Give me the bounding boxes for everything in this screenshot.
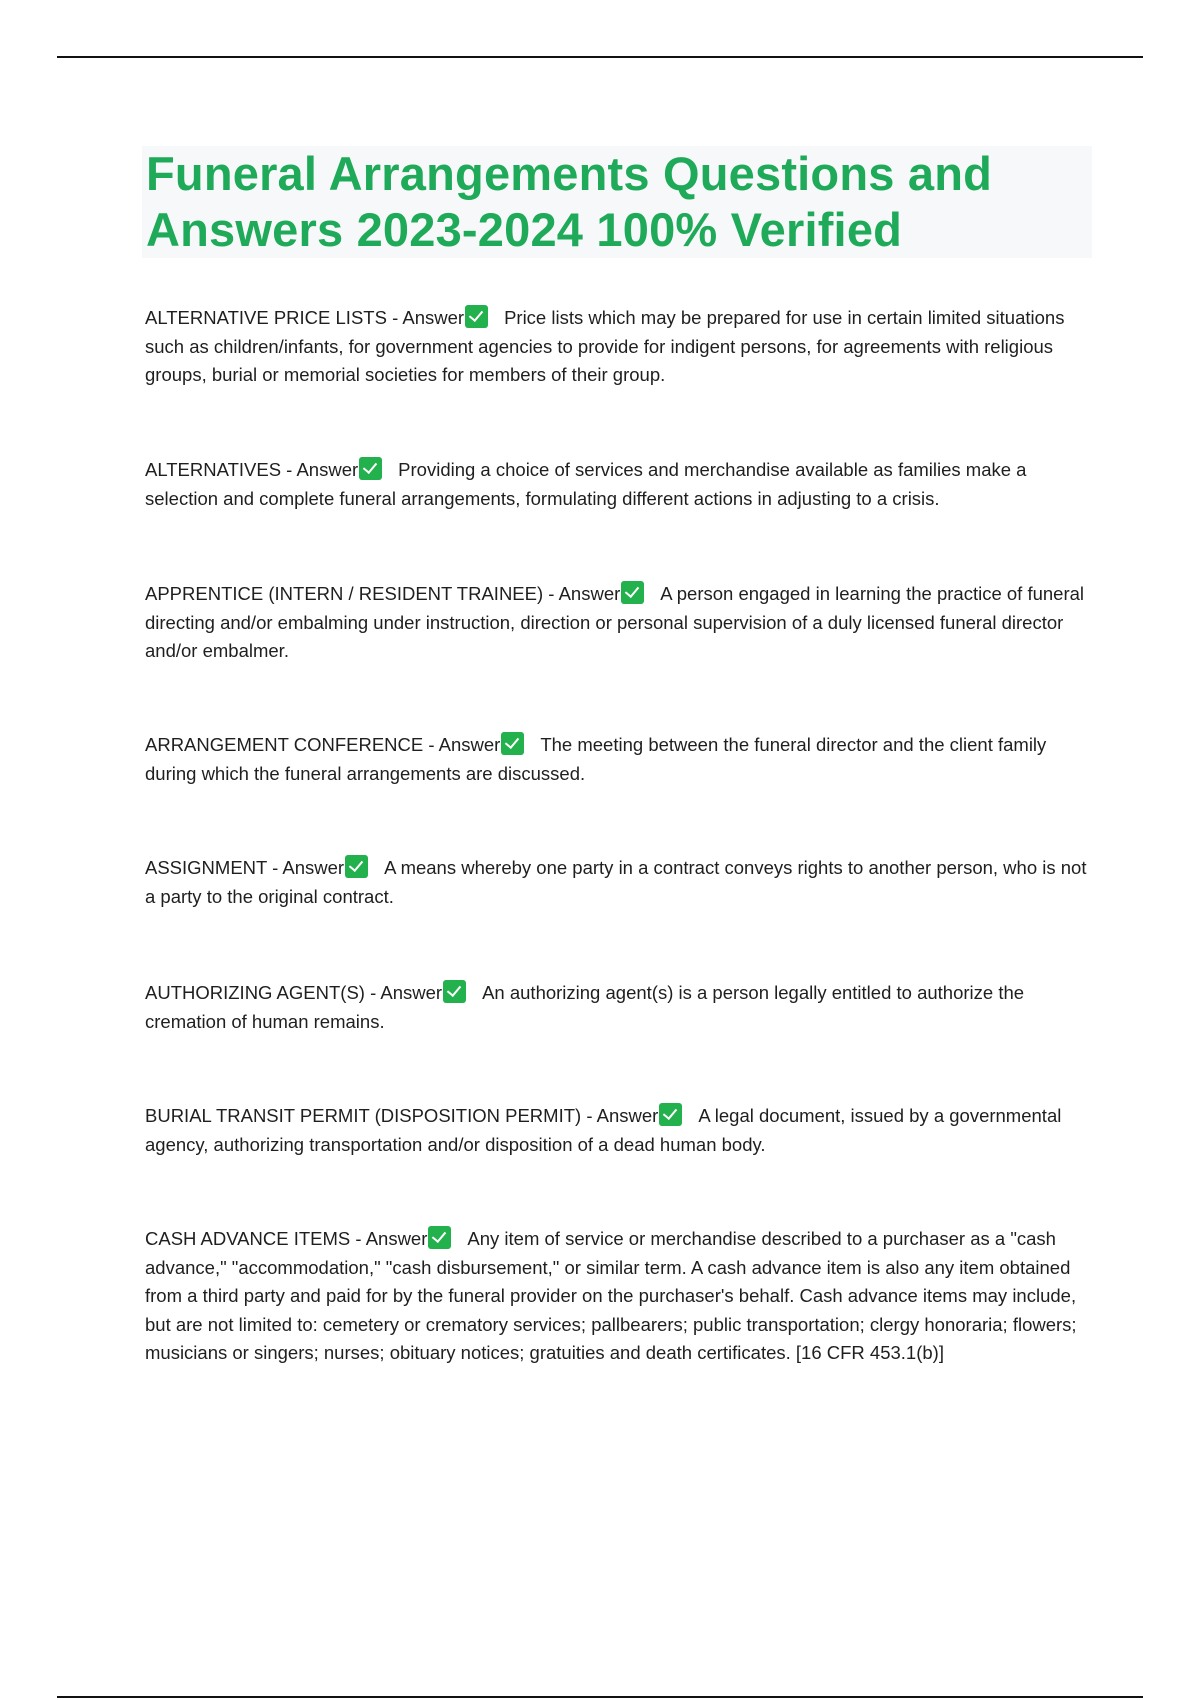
answer-label: Answer bbox=[402, 307, 465, 328]
entry-term: ARRANGEMENT CONFERENCE - bbox=[145, 734, 439, 755]
green-checkbox-icon bbox=[621, 581, 644, 604]
entry-definition: A person engaged in learning the practice of funeral directing and/or embalming under instruction, direction or personal supervision of a duly licensed funeral director and/or embalmer. bbox=[145, 583, 1085, 661]
entry-term: ALTERNATIVE PRICE LISTS - bbox=[145, 307, 403, 328]
bottom-rule bbox=[57, 1696, 1143, 1698]
answer-label: Answer bbox=[296, 459, 359, 480]
entry-term: ALTERNATIVES - bbox=[145, 459, 297, 480]
entry-term: ASSIGNMENT - bbox=[145, 857, 283, 878]
qa-entry-alternatives bbox=[145, 456, 1090, 513]
green-checkbox-icon bbox=[659, 1103, 682, 1126]
document-title: Funeral Arrangements Questions and Answers 2023-2024 100% Verified bbox=[146, 147, 993, 256]
answer-label: Answer bbox=[558, 583, 621, 604]
entry-term: CASH ADVANCE ITEMS - bbox=[145, 1228, 366, 1249]
green-checkbox-icon bbox=[428, 1226, 451, 1249]
entry-term: AUTHORIZING AGENT(S) - bbox=[145, 982, 381, 1003]
qa-entry-assignment bbox=[145, 854, 1090, 911]
entry-definition: Any item of service or merchandise described to a purchaser as a "cash advance," "accommodation," "cash disbursement," or similar term. A cash advance item is also any item obtained from a third party and paid for by the funeral provider on the purchaser's behalf. Cash advance items may include, but are not limited to: cemetery or crematory services; pallbearers; public transportation; clergy honoraria; flowers; musicians or singers; nurses; obituary notices; gratuities and death certificates. [16 CFR 453.1(b)] bbox=[145, 1228, 1077, 1363]
answer-label: Answer bbox=[282, 857, 345, 878]
title-banner bbox=[142, 146, 1092, 258]
entry-definition: The meeting between the funeral director and the client family during which the funeral arrangements are discussed. bbox=[145, 734, 1047, 784]
answer-label: Answer bbox=[380, 982, 443, 1003]
qa-entry-arrangement-conference bbox=[145, 731, 1090, 788]
qa-entry-apprentice bbox=[145, 580, 1090, 666]
entry-definition: A legal document, issued by a governmental agency, authorizing transportation and/or disposition of a dead human body. bbox=[145, 1105, 1062, 1155]
answer-label: Answer bbox=[438, 734, 501, 755]
entry-definition: A means whereby one party in a contract conveys rights to another person, who is not a party to the original contract. bbox=[145, 857, 1087, 907]
qa-entry-cash-advance-items bbox=[145, 1225, 1090, 1368]
entry-definition: Price lists which may be prepared for use in certain limited situations such as children/infants, for government agencies to provide for indigent persons, for agreements with religious groups, burial or memorial societies for members of their group. bbox=[145, 307, 1065, 385]
green-checkbox-icon bbox=[359, 457, 382, 480]
qa-entry-burial-transit-permit bbox=[145, 1102, 1090, 1159]
green-checkbox-icon bbox=[465, 305, 488, 328]
entry-definition: Providing a choice of services and merchandise available as families make a selection and complete funeral arrangements, formulating different actions in adjusting to a crisis. bbox=[145, 459, 1027, 509]
answer-label: Answer bbox=[365, 1228, 428, 1249]
green-checkbox-icon bbox=[443, 980, 466, 1003]
top-rule bbox=[57, 56, 1143, 58]
answer-label: Answer bbox=[596, 1105, 659, 1126]
entry-definition: An authorizing agent(s) is a person legally entitled to authorize the cremation of human remains. bbox=[145, 982, 1025, 1032]
green-checkbox-icon bbox=[345, 855, 368, 878]
green-checkbox-icon bbox=[501, 732, 524, 755]
qa-entry-alternative-price-lists bbox=[145, 304, 1090, 390]
qa-entry-authorizing-agents bbox=[145, 979, 1090, 1036]
entry-term: BURIAL TRANSIT PERMIT (DISPOSITION PERMIT) - bbox=[145, 1105, 597, 1126]
entry-term: APPRENTICE (INTERN / RESIDENT TRAINEE) - bbox=[145, 583, 559, 604]
